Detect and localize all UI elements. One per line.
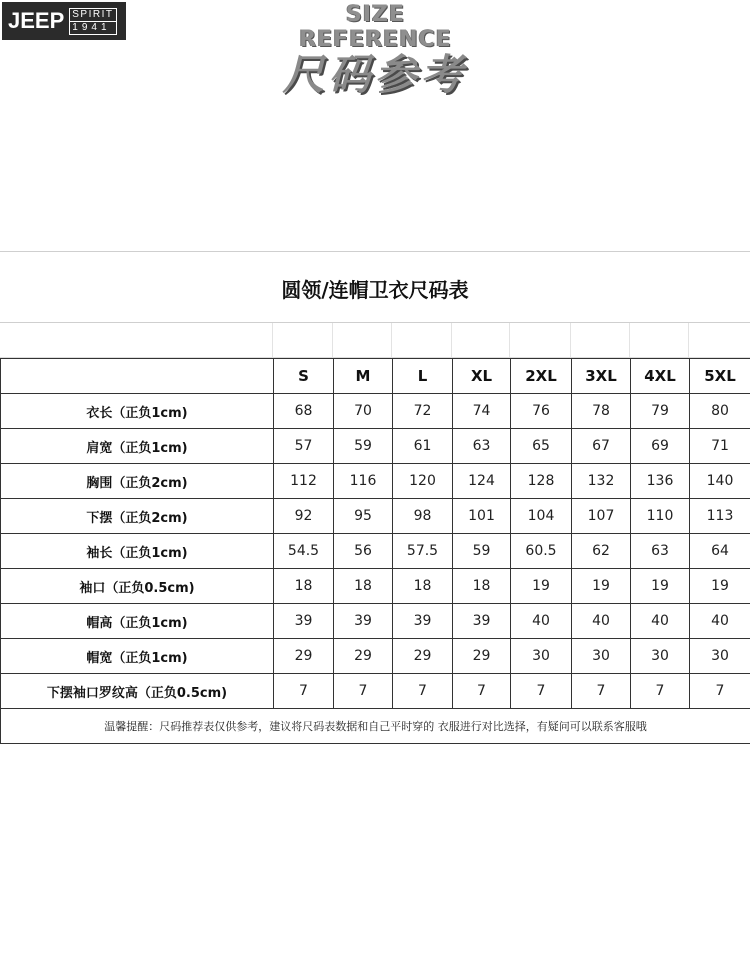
measure-value: 59 [334, 429, 393, 464]
size-header: S [274, 359, 334, 394]
size-table [0, 358, 750, 744]
measure-label: 胸围（正负2cm) [1, 464, 274, 499]
logo-tag [69, 8, 116, 35]
measure-value: 79 [631, 394, 690, 429]
measure-value: 30 [511, 639, 572, 674]
size-header-row [1, 359, 750, 394]
measure-value: 80 [690, 394, 750, 429]
measure-value: 7 [334, 674, 393, 709]
measure-value: 74 [453, 394, 511, 429]
measure-label: 帽宽（正负1cm) [1, 639, 274, 674]
table-row [1, 429, 750, 464]
table-row [1, 674, 750, 709]
table-row [1, 464, 750, 499]
measure-value: 7 [393, 674, 453, 709]
measure-value: 19 [631, 569, 690, 604]
spacer-cell [452, 323, 510, 357]
measure-value: 65 [511, 429, 572, 464]
measure-value: 104 [511, 499, 572, 534]
measure-value: 7 [453, 674, 511, 709]
measure-value: 40 [631, 604, 690, 639]
table-title-box [0, 251, 750, 323]
size-header: L [393, 359, 453, 394]
measure-value: 59 [453, 534, 511, 569]
measure-value: 70 [334, 394, 393, 429]
measure-value: 113 [690, 499, 750, 534]
measure-value: 40 [511, 604, 572, 639]
measure-label: 袖长（正负1cm) [1, 534, 274, 569]
spacer-cell [0, 323, 273, 357]
measure-label: 衣长（正负1cm) [1, 394, 274, 429]
measure-value: 67 [572, 429, 631, 464]
measure-value: 39 [274, 604, 334, 639]
measure-value: 18 [334, 569, 393, 604]
measure-value: 40 [572, 604, 631, 639]
table-row [1, 639, 750, 674]
measure-value: 18 [274, 569, 334, 604]
table-row [1, 394, 750, 429]
heading-english: SIZE REFERENCE [299, 2, 452, 52]
measure-value: 61 [393, 429, 453, 464]
measure-value: 29 [334, 639, 393, 674]
measure-value: 57.5 [393, 534, 453, 569]
measure-label: 帽高（正负1cm) [1, 604, 274, 639]
measure-label: 下摆（正负2cm) [1, 499, 274, 534]
measure-value: 40 [690, 604, 750, 639]
measure-value: 124 [453, 464, 511, 499]
size-header: XL [453, 359, 511, 394]
measure-value: 62 [572, 534, 631, 569]
measure-value: 92 [274, 499, 334, 534]
measure-value: 101 [453, 499, 511, 534]
measure-value: 116 [334, 464, 393, 499]
measure-value: 19 [511, 569, 572, 604]
measure-value: 30 [572, 639, 631, 674]
table-row [1, 499, 750, 534]
measure-value: 56 [334, 534, 393, 569]
measure-value: 30 [690, 639, 750, 674]
measure-value: 63 [453, 429, 511, 464]
size-header: 3XL [572, 359, 631, 394]
measure-value: 7 [631, 674, 690, 709]
measure-value: 98 [393, 499, 453, 534]
measure-value: 72 [393, 394, 453, 429]
measure-label: 袖口（正负0.5cm) [1, 569, 274, 604]
spacer-cell [689, 323, 750, 357]
table-row [1, 534, 750, 569]
measure-value: 128 [511, 464, 572, 499]
spacer-cell [571, 323, 630, 357]
measure-value: 60.5 [511, 534, 572, 569]
measure-value: 64 [690, 534, 750, 569]
measure-value: 95 [334, 499, 393, 534]
measure-value: 7 [572, 674, 631, 709]
measure-value: 68 [274, 394, 334, 429]
logo-brand: JEEP [8, 8, 65, 33]
size-header: 5XL [690, 359, 750, 394]
spacer-cell [333, 323, 392, 357]
measure-value: 39 [334, 604, 393, 639]
size-header: M [334, 359, 393, 394]
header-corner [1, 359, 274, 394]
measure-value: 39 [453, 604, 511, 639]
measure-value: 78 [572, 394, 631, 429]
spacer-cell [392, 323, 452, 357]
measure-value: 29 [453, 639, 511, 674]
measure-value: 57 [274, 429, 334, 464]
measure-label: 肩宽（正负1cm) [1, 429, 274, 464]
measure-value: 29 [274, 639, 334, 674]
spacer-cell [510, 323, 571, 357]
heading-chinese: 尺码参考 [282, 50, 467, 99]
measure-value: 7 [274, 674, 334, 709]
measure-value: 110 [631, 499, 690, 534]
table-row [1, 569, 750, 604]
measure-value: 19 [690, 569, 750, 604]
measure-value: 132 [572, 464, 631, 499]
table-spacer-row [0, 323, 750, 358]
measure-value: 18 [393, 569, 453, 604]
measure-value: 71 [690, 429, 750, 464]
measure-value: 19 [572, 569, 631, 604]
brand-logo [2, 2, 126, 40]
measure-value: 140 [690, 464, 750, 499]
reminder-note: 温馨提醒：尺码推荐表仅供参考，建议将尺码表数据和自己平时穿的 衣服进行对比选择，有疑问可以联系客服哦 [1, 709, 750, 744]
measure-value: 7 [690, 674, 750, 709]
measure-value: 69 [631, 429, 690, 464]
table-row [1, 604, 750, 639]
note-row [1, 709, 750, 744]
size-header: 4XL [631, 359, 690, 394]
measure-value: 18 [453, 569, 511, 604]
measure-value: 29 [393, 639, 453, 674]
spacer-cell [273, 323, 333, 357]
size-header: 2XL [511, 359, 572, 394]
measure-value: 39 [393, 604, 453, 639]
measure-value: 120 [393, 464, 453, 499]
measure-value: 7 [511, 674, 572, 709]
measure-value: 136 [631, 464, 690, 499]
measure-value: 30 [631, 639, 690, 674]
logo-tag-bottom: 1941 [69, 22, 116, 35]
measure-value: 112 [274, 464, 334, 499]
logo-tag-top: SPIRIT [69, 8, 116, 22]
spacer-cell [630, 323, 689, 357]
measure-value: 54.5 [274, 534, 334, 569]
measure-value: 76 [511, 394, 572, 429]
measure-label: 下摆袖口罗纹高（正负0.5cm) [1, 674, 274, 709]
measure-value: 107 [572, 499, 631, 534]
measure-value: 63 [631, 534, 690, 569]
table-title: 圆领/连帽卫衣尺码表 [281, 277, 469, 302]
